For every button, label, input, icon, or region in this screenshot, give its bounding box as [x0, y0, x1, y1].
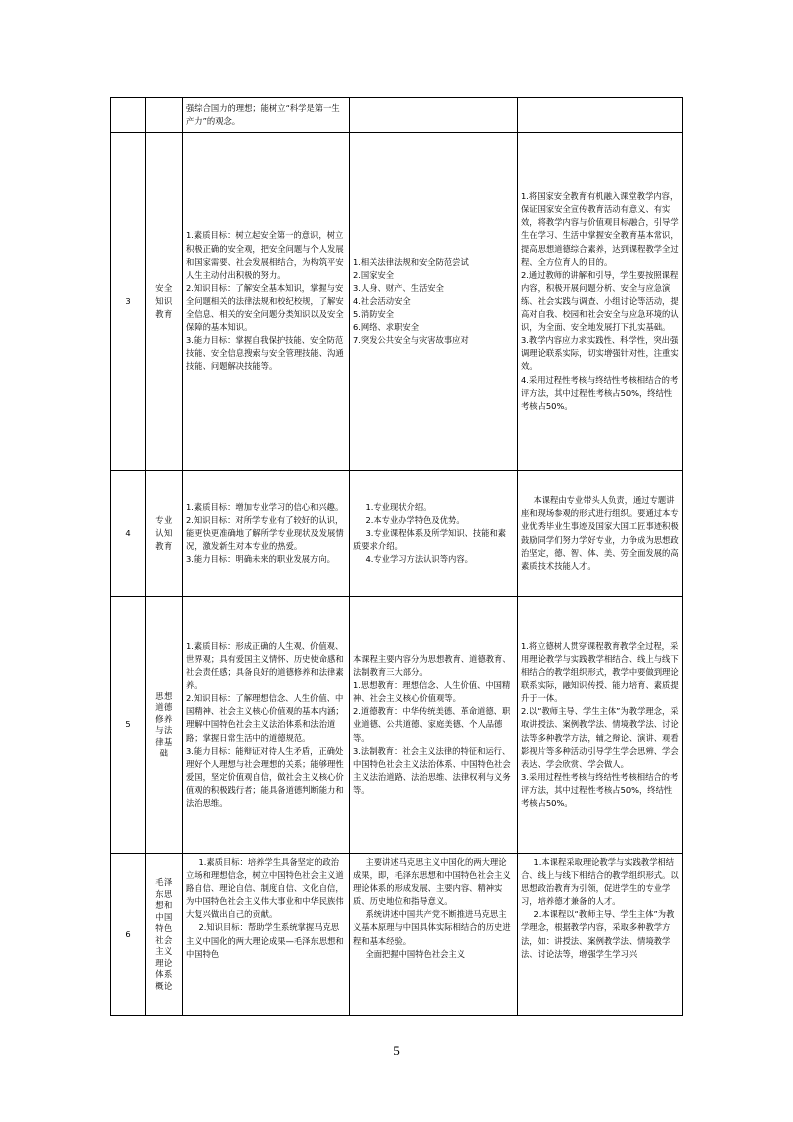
- content-paragraph: 主要讲述马克思主义中国化的两大理论成果，即，毛泽东思想和中国特色社会主义理论体系的形成发展、主要内容、精神实质、历史地位和指导意义。: [353, 857, 511, 907]
- objectives-paragraph: 1.素质目标：培养学生具备坚定的政治立场和理想信念，树立中国特色社会主义道路自信、理论自信、制度自信、文化自信，为中国特色社会主义伟大事业和中华民族伟大复兴做出自己的贡献。: [186, 857, 344, 920]
- requirements-paragraph: 2.本课程以“教师主导、学生主体”为教学理念，根据教学内容，采取多种教学方法，如：讲授法、案例教学法、情境教学法、讨论法等，增强学生学习兴: [521, 909, 675, 959]
- objectives-cell: [183, 854, 350, 1016]
- objectives-paragraph: 2.知识目标：帮助学生系统掌握马克思主义中国化的两大理论成果—毛泽东思想和中国特色: [186, 922, 344, 959]
- content-paragraph: 1.思想教育：理想信念、人生价值、中国精神、社会主义核心价值观等。: [353, 680, 511, 704]
- objectives-paragraph: 强综合国力的理想；能树立“科学是第一生产力”的观念。: [186, 102, 340, 126]
- content-cell: [350, 98, 518, 133]
- objectives-paragraph: 3.能力目标：明确未来的职业发展方向。: [186, 554, 335, 565]
- table-row: [111, 133, 683, 471]
- requirements-paragraph: 3.教学内容应力求实践性、科学性，突出强调理论联系实际，切实增强针对性，注重实效。: [521, 335, 679, 372]
- table-row: [111, 854, 683, 1016]
- objectives-paragraph: 3.能力目标：能辩证对待人生矛盾，正确处理好个人理想与社会理想的关系；能够理性爱国，坚定价值观自信，做社会主义核心价值观的积极践行者；能具备道德判断能力和法治思维。: [186, 745, 344, 809]
- content-paragraph: 7.突发公共安全与灾害故事应对: [353, 335, 469, 346]
- content-paragraph: 1.专业现状介绍。: [365, 501, 432, 512]
- row-number-cell: 6: [111, 854, 146, 1016]
- objectives-paragraph: 1.素质目标：增加专业学习的信心和兴趣。: [186, 501, 344, 512]
- content-paragraph: 2.道德教育：中华传统美德、革命道德、职业道德、公共道德、家庭美德、个人品德等。: [353, 706, 511, 743]
- content-paragraph: 1.相关法律法规和安全防范尝试: [353, 256, 469, 267]
- content-paragraph: 全面把握中国特色社会主义: [365, 948, 466, 959]
- content-paragraph: 5.消防安全: [353, 309, 395, 320]
- curriculum-table: [110, 97, 683, 1016]
- requirements-cell: [518, 133, 683, 471]
- objectives-paragraph: 2.知识目标：对所学专业有了较好的认识，能更快更准确地了解所学专业现状及发展情况，激发新生对本专业的热爱。: [186, 514, 344, 552]
- requirements-paragraph: 1.本课程采取理论教学与实践教学相结合、线上与线下相结合的教学组织形式。以思想政治教育为引领，促进学生的专业学习，培养德才兼备的人才。: [521, 857, 679, 907]
- content-paragraph: 系统讲述中国共产党不断推进马克思主义基本原理与中国具体实际相结合的历史进程和基本经验。: [353, 909, 511, 946]
- requirements-paragraph: 2.通过教师的讲解和引导，学生要按照课程内容，积极开展问题分析、安全与应急演练、社会实践与调查、小组讨论等活动，提高对自我、校园和社会安全与应急环境的认识，为全面、安全地发展打下扎实基础。: [521, 269, 679, 333]
- course-name-cell: 毛泽东思想和中国特色社会主义理论体系概论: [146, 854, 183, 1016]
- requirements-paragraph: 1.将立德树人贯穿课程教育教学全过程，采用理论教学与实践教学相结合、线上与线下相结合的教学组织形式，教学中要做到理论联系实际，融知识传授、能力培育、素质提升于一体。: [521, 640, 679, 704]
- requirements-cell: [518, 471, 683, 597]
- requirements-cell: [518, 854, 683, 1016]
- objectives-paragraph: 1.素质目标：树立起安全第一的意识，树立积极正确的安全观，把安全问题与个人发展和国家需要、社会发展相结合，为构筑平安人生主动付出积极的努力。: [186, 230, 344, 280]
- course-name-cell: 思想道德修养与法律基础: [146, 597, 183, 854]
- content-paragraph: 3.人身、财产、生活安全: [353, 282, 444, 293]
- objectives-paragraph: 2.知识目标：了解安全基本知识，掌握与安全问题相关的法律法规和校纪校规，了解安全信息、相关的安全问题分类知识以及安全保障的基本知识。: [186, 282, 344, 333]
- objectives-cell: [183, 98, 350, 133]
- requirements-paragraph: 2.以“教师主导、学生主体”为教学理念，采取讲授法、案例教学法、情境教学法、讨论法等多种教学方法，辅之辩论、演讲、观看影视片等多种活动引导学生学会思辨、学会表达、学会欣赏、学会做人。: [521, 706, 679, 769]
- content-paragraph: 4.专业学习方法认识等内容。: [365, 554, 473, 565]
- requirements-paragraph: 3.采用过程性考核与终结性考核相结合的考评方法，其中过程性考核占50%，终结性考核占50%。: [521, 771, 679, 809]
- content-paragraph: 4.社会活动安全: [353, 295, 411, 306]
- objectives-cell: [183, 471, 350, 597]
- course-name-cell: [146, 98, 183, 133]
- table-row: [111, 471, 683, 597]
- requirements-cell: [518, 98, 683, 133]
- requirements-paragraph: 4.采用过程性考核与终结性考核相结合的考评方法，其中过程性考核占50%，终结性考核占50%。: [521, 374, 679, 411]
- objectives-paragraph: 2.知识目标：了解理想信念、人生价值、中国精神、社会主义核心价值观的基本内涵；理解中国特色社会主义法治体系和法治道路；掌握日常生活中的道德规范。: [186, 693, 344, 743]
- requirements-paragraph: 本课程由专业带头人负责，通过专题讲座和现场参观的形式进行组织。要通过本专业优秀毕业生事迹及国家大国工匠事迹积极鼓励同学们努力学好专业，力争成为思想政治坚定，德、智、体、美、劳全面发展的高素质技术技能人才。: [521, 495, 679, 571]
- course-name-cell: 专业认知教育: [146, 471, 183, 597]
- content-paragraph: 6.网络、求职安全: [353, 322, 419, 333]
- content-paragraph: 本课程主要内容分为思想教育、道德教育、法制教育三大部分。: [353, 653, 511, 678]
- content-cell: [350, 471, 518, 597]
- objectives-paragraph: 1.素质目标：形成正确的人生观、价值观、世界观；具有爱国主义情怀、历史使命感和社会责任感；具备良好的道德修养和法律素养。: [186, 640, 344, 691]
- table-row: [111, 98, 683, 133]
- content-cell: [350, 597, 518, 854]
- content-cell: [350, 854, 518, 1016]
- content-paragraph: 3.法制教育：社会主义法律的特征和运行、中国特色社会主义法治体系、中国特色社会主义法治道路、法治思维、法律权利与义务等。: [353, 745, 511, 795]
- row-number-cell: [111, 98, 146, 133]
- requirements-paragraph: 1.将国家安全教育有机融入课堂教学内容，保证国家安全宣传教育活动有意义、有实效，将教学内容与价值观目标融合，引导学生在学习、生活中掌握安全教育基本常识，提高思想道德综合素养，达到课程教学全过程、全方位育人的目的。: [521, 191, 679, 267]
- content-paragraph: 2.本专业办学特色及优势。: [365, 514, 465, 525]
- content-paragraph: 2.国家安全: [353, 269, 395, 280]
- table-row: [111, 597, 683, 854]
- objectives-cell: [183, 133, 350, 471]
- objectives-cell: [183, 597, 350, 854]
- content-cell: [350, 133, 518, 471]
- objectives-paragraph: 3.能力目标：掌握自我保护技能、安全防范技能、安全信息搜索与安全管理技能、沟通技能、问题解决技能等。: [186, 335, 344, 372]
- requirements-cell: [518, 597, 683, 854]
- page-number: 5: [393, 1043, 400, 1058]
- course-name-cell: 安全知识教育: [146, 133, 183, 471]
- row-number-cell: 4: [111, 471, 146, 597]
- row-number-cell: 5: [111, 597, 146, 854]
- row-number-cell: 3: [111, 133, 146, 471]
- content-paragraph: 3.专业课程体系及所学知识、技能和素质要求介绍。: [353, 527, 507, 552]
